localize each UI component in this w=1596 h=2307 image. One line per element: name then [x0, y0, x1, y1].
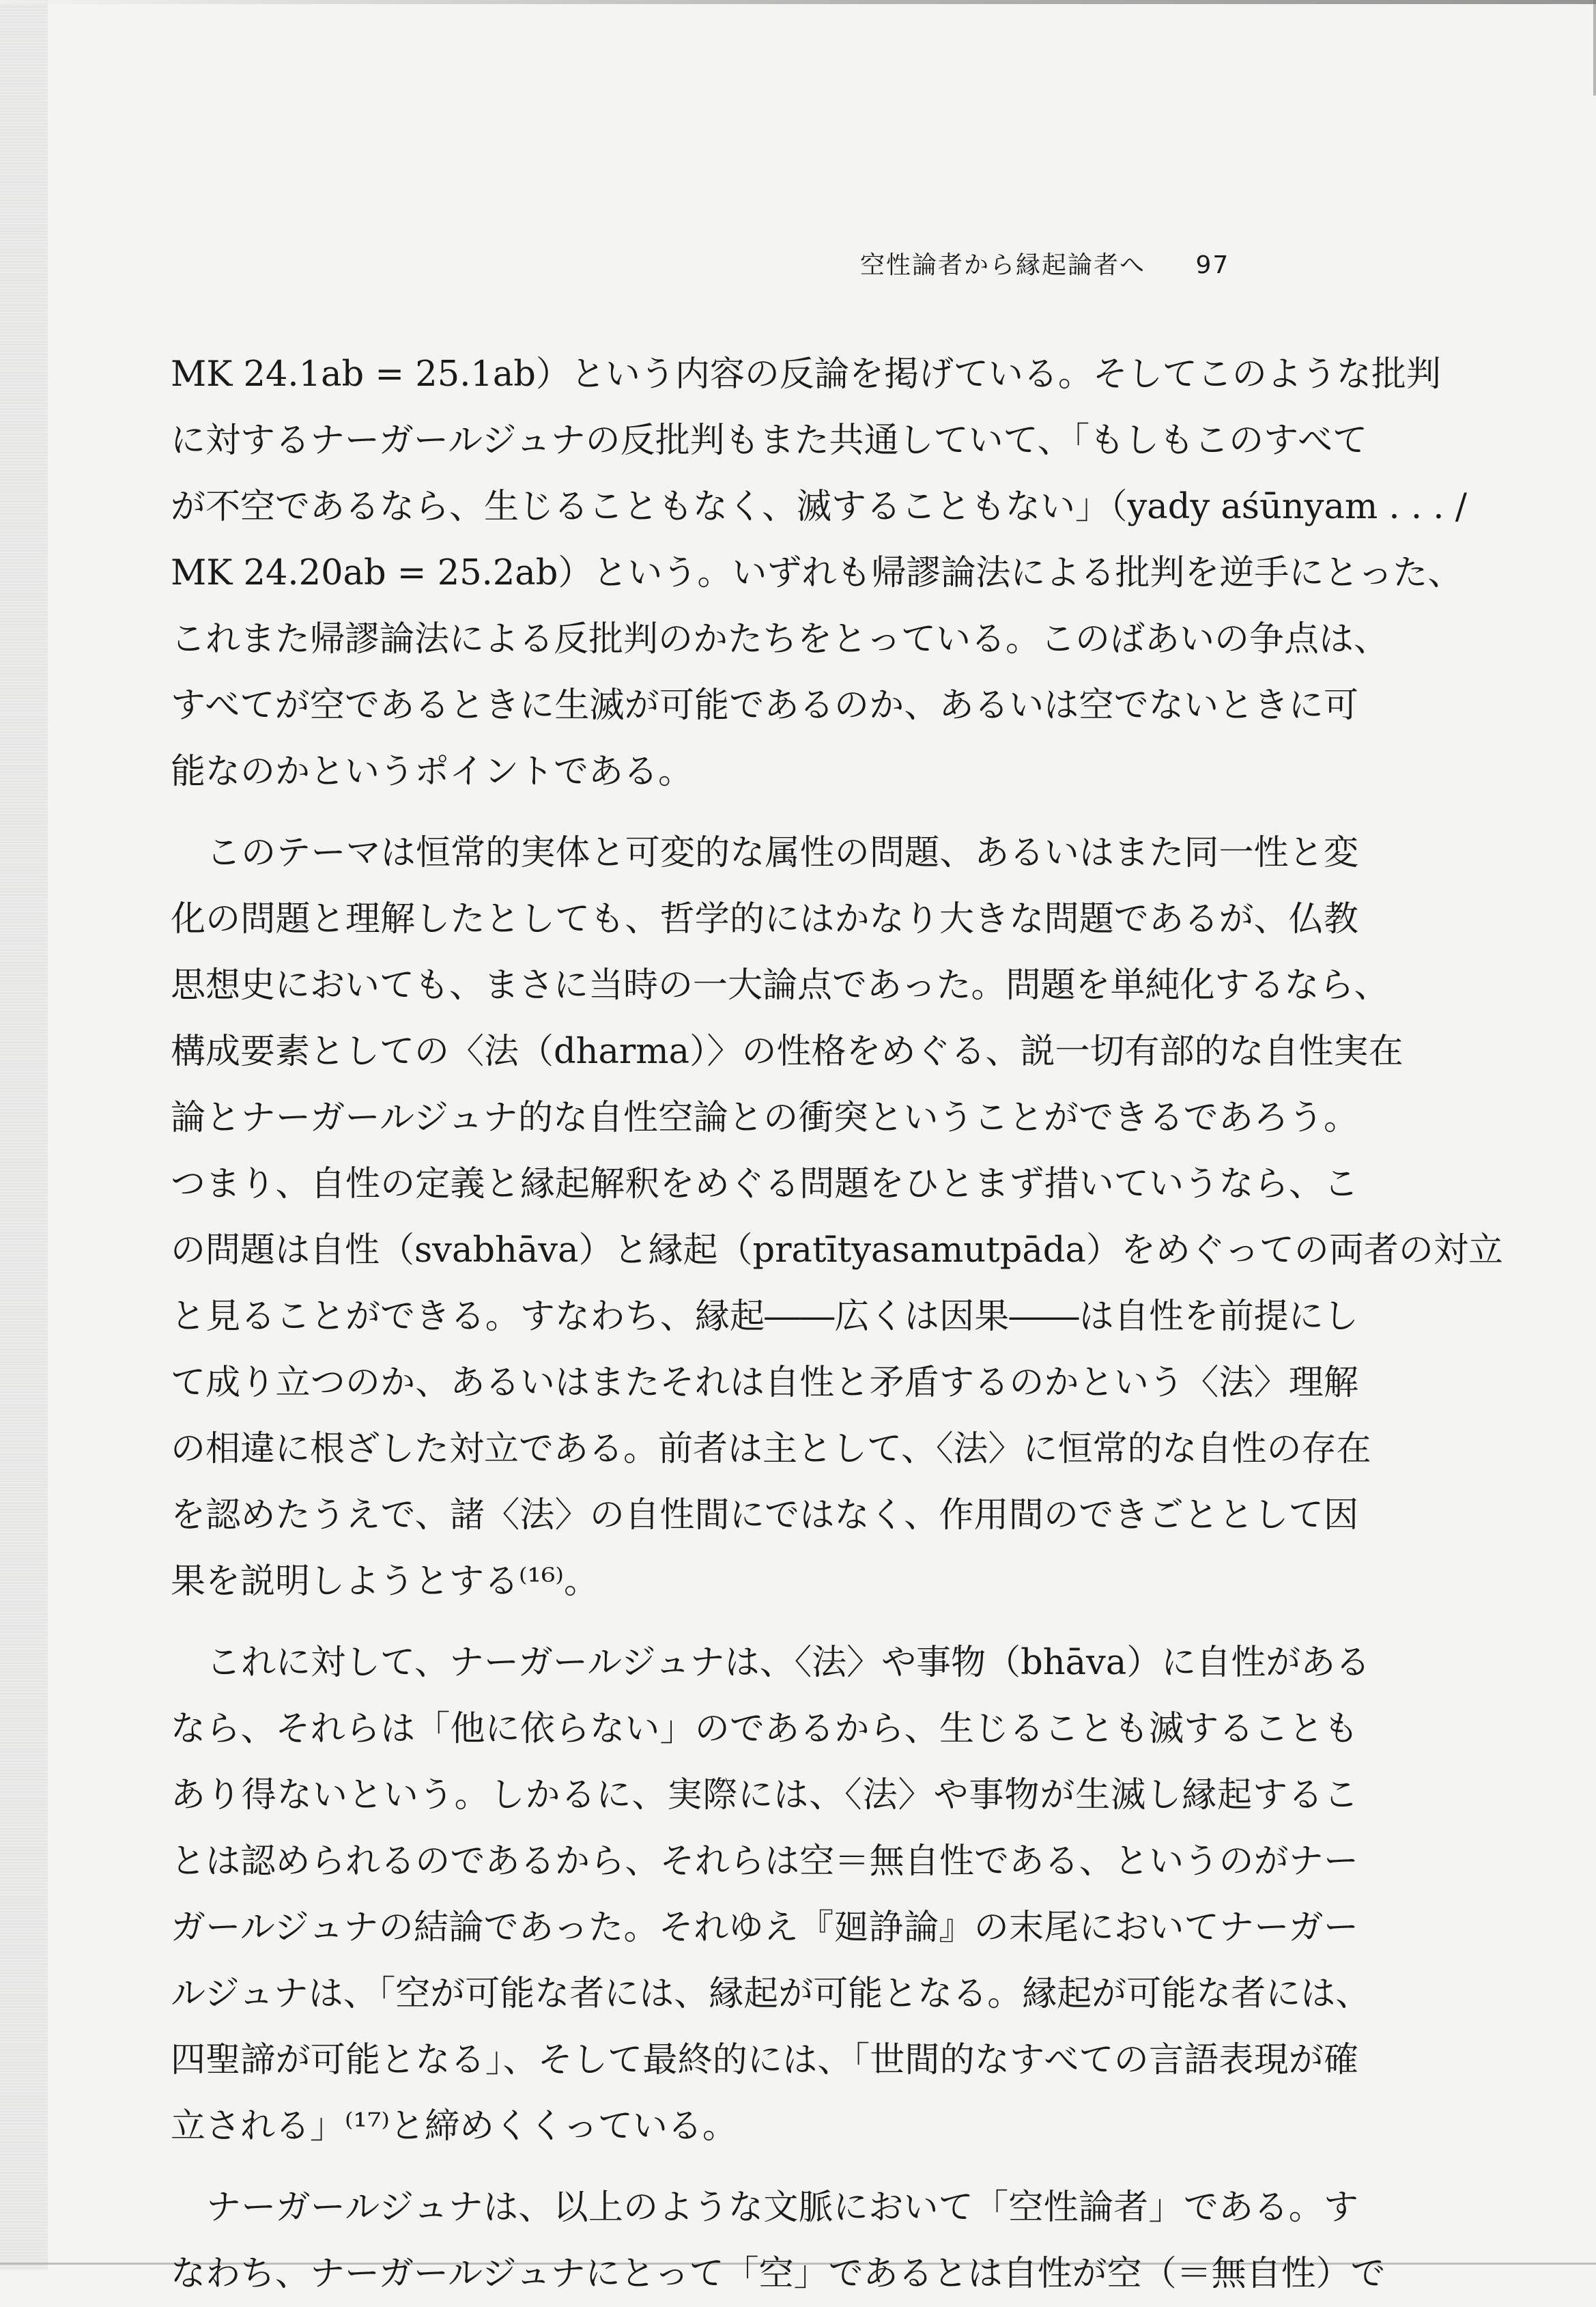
text-line: と見ることができる。すなわち、縁起――広くは因果――は自性を前提にし [171, 1297, 1358, 1337]
text-line: MK 24.20ab = 25.2ab）という。いずれも帰謬論法による批判を逆手にとった、 [171, 553, 1463, 593]
text-line: 立される」⁽¹⁷⁾と締めくくっている。 [171, 2106, 737, 2147]
text-line: 果を説明しようとする⁽¹⁶⁾。 [171, 1561, 599, 1602]
text-line: の相違に根ざした対立である。前者は主として、〈法〉に恒常的な自性の存在 [171, 1429, 1371, 1469]
text-line: これまた帰謬論法による反批判のかたちをとっている。このばあいの争点は、 [171, 619, 1388, 660]
scan-right-edge [1593, 0, 1596, 96]
scan-shadow [0, 0, 48, 2270]
text-line: MK 24.1ab = 25.1ab）という内容の反論を掲げている。そしてこのような批判 [171, 354, 1441, 395]
text-line: 能なのかというポイントである。 [171, 752, 694, 792]
text-line: ルジュナは、「空が可能な者には、縁起が可能となる。縁起が可能な者には、 [171, 1974, 1371, 2014]
text-line: とは認められるのであるから、それらは空＝無自性である、というのがナー [171, 1841, 1358, 1882]
text-line: に対するナーガールジュナの反批判もまた共通していて、「もしもこのすべて [171, 421, 1368, 461]
text-line: 構成要素としての〈法（dharma）〉の性格をめぐる、説一切有部的な自性実在 [171, 1032, 1403, 1072]
text-line: 化の問題と理解したとしても、哲学的にはかなり大きな問題であるが、仏教 [171, 899, 1358, 939]
text-line: ナーガールジュナは、以上のような文脈において「空性論者」である。す [206, 2188, 1358, 2228]
text-line: の問題は自性（svabhāva）と縁起（pratītyasamutpāda）をめぐっての両者の対立 [171, 1230, 1503, 1271]
text-line: を認めたうえで、諸〈法〉の自性間にではなく、作用間のできごととして因 [171, 1495, 1358, 1535]
text-line: このテーマは恒常的実体と可変的な属性の問題、あるいはまた同一性と変 [206, 833, 1358, 873]
scan-top-edge [0, 0, 1596, 4]
body-text [171, 341, 1503, 2307]
text-line: 四聖諦が可能となる」、そして最終的には、「世間的なすべての言語表現が確 [171, 2040, 1358, 2080]
text-line: ガールジュナの結論であった。それゆえ『廻諍論』の末尾においてナーガー [171, 1908, 1358, 1948]
text-line: なわち、ナーガールジュナにとって「空」であるとは自性が空（＝無自性）で [171, 2254, 1386, 2294]
text-line: 思想史においても、まさに当時の一大論点であった。問題を単純化するなら、 [171, 965, 1389, 1006]
text-line: これに対して、ナーガールジュナは、〈法〉や事物（bhāva）に自性がある [206, 1643, 1371, 1683]
text-line: 論とナーガールジュナ的な自性空論との衝突ということができるであろう。 [171, 1098, 1358, 1138]
page-number: 97 [1195, 251, 1230, 279]
running-head-title: 空性論者から縁起論者へ [860, 251, 1146, 279]
running-head [860, 246, 1229, 281]
text-line: が不空であるなら、生じることもなく、滅することもない」（yady aśūnyam . . . / [171, 487, 1467, 527]
text-line: あり得ないという。しかるに、実際には、〈法〉や事物が生滅し縁起するこ [171, 1775, 1358, 1815]
text-line: て成り立つのか、あるいはまたそれは自性と矛盾するのかという〈法〉理解 [171, 1363, 1358, 1403]
text-line: すべてが空であるときに生滅が可能であるのか、あるいは空でないときに可 [171, 685, 1358, 726]
text-line: なら、それらは「他に依らない」のであるから、生じることも滅することも [171, 1709, 1358, 1749]
text-line: つまり、自性の定義と縁起解釈をめぐる問題をひとまず措いていうなら、こ [171, 1164, 1358, 1204]
